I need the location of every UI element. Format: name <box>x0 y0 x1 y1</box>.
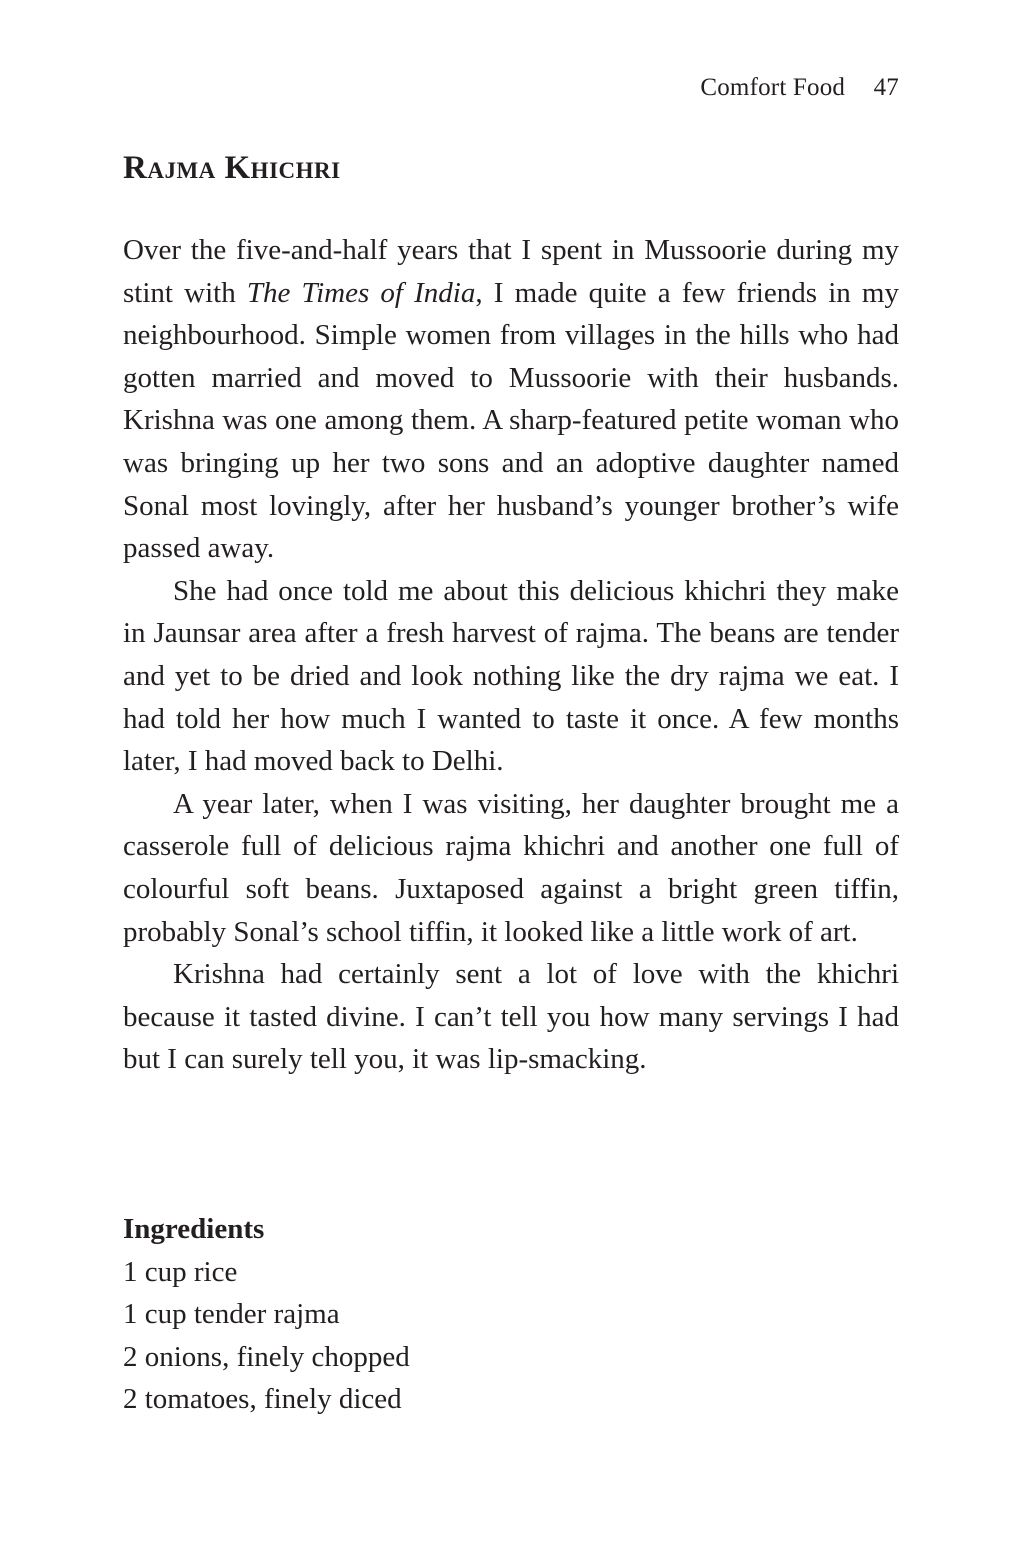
ingredients-list <box>123 1251 899 1421</box>
recipe-title: Rajma Khichri <box>123 150 341 186</box>
ingredient-item: 1 cup rice <box>123 1255 238 1288</box>
paragraph-3: A year later, when I was visiting, her daughter brought me a casserole full of delicious rajma khichri and another one full of colourful soft beans. Juxtaposed against a bright green tiffin, probably Sonal’s school tiffin, it looked like a little work of art. <box>123 787 899 948</box>
ingredient-item: 1 cup tender rajma <box>123 1298 340 1331</box>
paragraph-1 <box>123 229 899 570</box>
paragraph-2: She had once told me about this delicious khichri they make in Jaunsar area after a fresh harvest of rajma. The beans are tender and yet to be dried and look nothing like the dry rajma we eat. I had told her how much I wanted to taste it once. A few months later, I had moved back to Delhi. <box>123 574 899 778</box>
paragraph-4: Krishna had certainly sent a lot of love with the khichri because it tasted divine. I can’t tell you how many servings I had but I can surely tell you, it was lip-smacking. <box>123 958 899 1076</box>
ingredients-heading: Ingredients <box>123 1213 265 1245</box>
ingredients-section <box>123 1208 899 1421</box>
running-head-section-title: Comfort Food <box>700 74 846 101</box>
paragraph-1-text-b: , I made quite a few friends in my neighbourhood. Simple women from villages in the hills who had gotten married and moved to Mussoorie with their husbands. Krishna was one among them. A sharp-featured petite woman who was bringing up her two sons and an adoptive daughter named Sonal most lovingly, after her husband’s younger brother’s wife passed away. <box>123 276 899 565</box>
running-head <box>700 74 899 102</box>
ingredient-item: 2 onions, finely chopped <box>123 1340 410 1373</box>
recipe-intro <box>123 229 899 1081</box>
newspaper-title: The Times of India <box>246 276 476 309</box>
ingredient-item: 2 tomatoes, finely diced <box>123 1383 402 1416</box>
page-number: 47 <box>873 74 899 101</box>
paragraph-1-text-a: Over the five-and-half years that I spent in Mussoorie during my stint with <box>123 234 899 309</box>
